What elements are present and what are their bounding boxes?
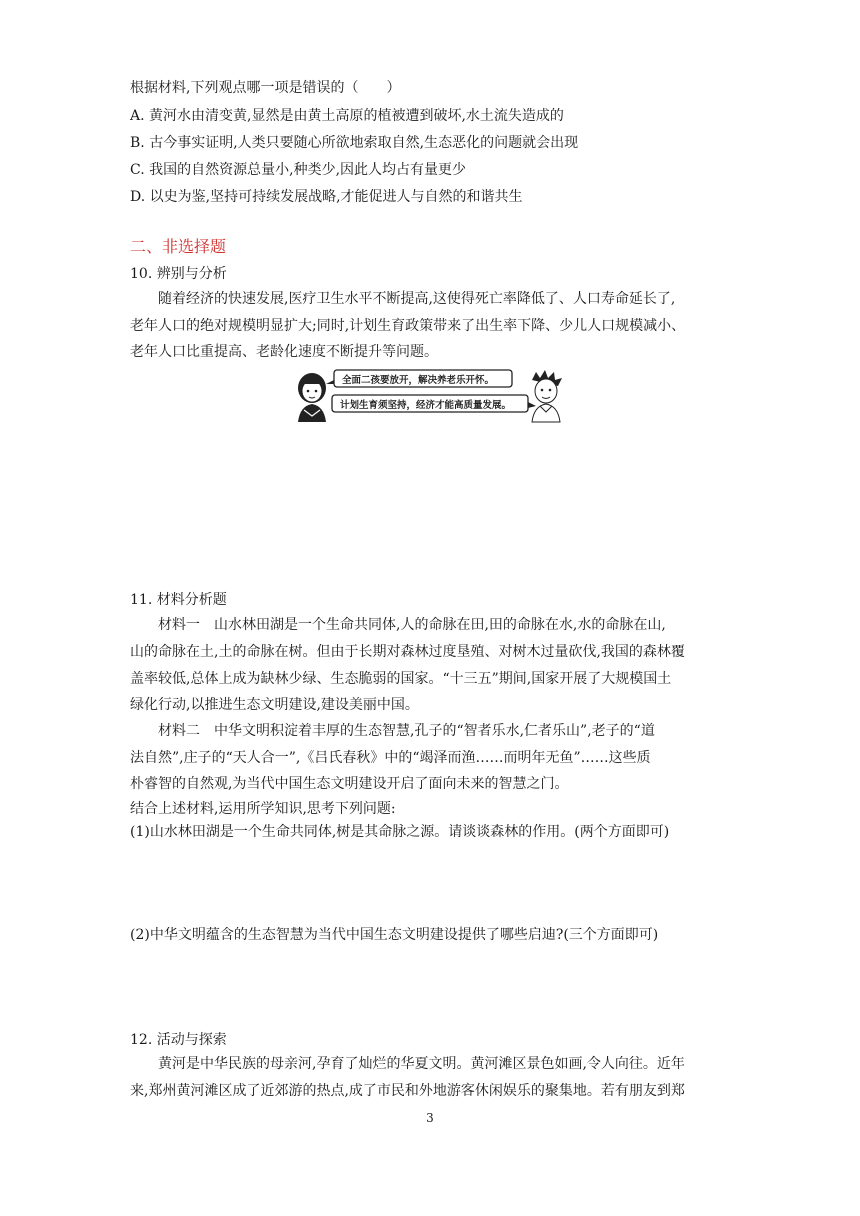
q9-option-b: B. 古今事实证明,人类只要随心所欲地索取自然,生态恶化的问题就会出现 (130, 135, 579, 151)
q10-para-line: 老年人口的绝对规模明显扩大;同时,计划生育政策带来了出生率下降、少儿人口规模减小、 (130, 318, 686, 334)
q11-subquestion-1: (1)山水林田湖是一个生命共同体,树是其命脉之源。请谈谈森林的作用。(两个方面即可) (130, 824, 670, 840)
bubble-top-text: 全面二孩要放开，解决养老乐开怀。 (342, 375, 495, 386)
q11-material-line: 材料二 中华文明积淀着丰厚的生态智慧,孔子的“智者乐水,仁者乐山”,老子的“道 (158, 723, 655, 739)
q11-material-line: 绿化行动,以推进生态文明建设,建设美丽中国。 (130, 697, 419, 713)
bubble-bottom-text: 计划生育须坚持，经济才能高质量发展。 (340, 400, 512, 411)
q10-title: 10. 辨别与分析 (130, 266, 227, 282)
q12-title: 12. 活动与探索 (130, 1032, 227, 1048)
section-heading: 二、非选择题 (130, 237, 227, 256)
page-number: 3 (426, 1111, 434, 1125)
girl-figure (298, 373, 326, 422)
q9-option-d: D. 以史为鉴,坚持可持续发展战略,才能促进人与自然的和谐共生 (130, 189, 523, 205)
q11-material-line: 法自然”,庄子的“天人合一”,《吕氏春秋》中的“竭泽而渔……而明年无鱼”……这些质 (130, 750, 651, 766)
q10-para-line: 老年人口比重提高、老龄化速度不断提升等问题。 (130, 344, 438, 360)
q9-stem: 根据材料,下列观点哪一项是错误的（ ） (130, 80, 401, 96)
q11-title: 11. 材料分析题 (130, 592, 227, 608)
q12-para-line: 来,郑州黄河滩区成了近郊游的热点,成了市民和外地游客休闲娱乐的聚集地。若有朋友到郑 (130, 1083, 685, 1099)
q9-option-a: A. 黄河水由清变黄,显然是由黄土高原的植被遭到破坏,水土流失造成的 (130, 108, 564, 124)
q11-material-line: 盖率较低,总体上成为缺林少绿、生态脆弱的国家。“十三五”期间,国家开展了大规模国土 (130, 671, 672, 687)
q11-subquestion-2: (2)中华文明蕴含的生态智慧为当代中国生态文明建设提供了哪些启迪?(三个方面即可) (130, 927, 659, 943)
cartoon-illustration (290, 366, 570, 424)
q9-option-c: C. 我国的自然资源总量小,种类少,因此人均占有量更少 (130, 162, 467, 178)
q12-para-line: 黄河是中华民族的母亲河,孕育了灿烂的华夏文明。黄河滩区景色如画,令人向往。近年 (158, 1056, 685, 1072)
q11-material-line: 朴睿智的自然观,为当代中国生态文明建设开启了面向未来的智慧之门。 (130, 776, 569, 792)
q11-prompt: 结合上述材料,运用所学知识,思考下列问题: (130, 801, 396, 817)
q11-material-line: 材料一 山水林田湖是一个生命共同体,人的命脉在田,田的命脉在水,水的命脉在山, (158, 617, 666, 633)
q10-para-line: 随着经济的快速发展,医疗卫生水平不断提高,这使得死亡率降低了、人口寿命延长了, (158, 291, 676, 307)
boy-figure (532, 370, 562, 422)
q11-material-line: 山的命脉在土,土的命脉在树。但由于长期对森林过度垦殖、对树木过量砍伐,我国的森林覆 (130, 644, 685, 660)
